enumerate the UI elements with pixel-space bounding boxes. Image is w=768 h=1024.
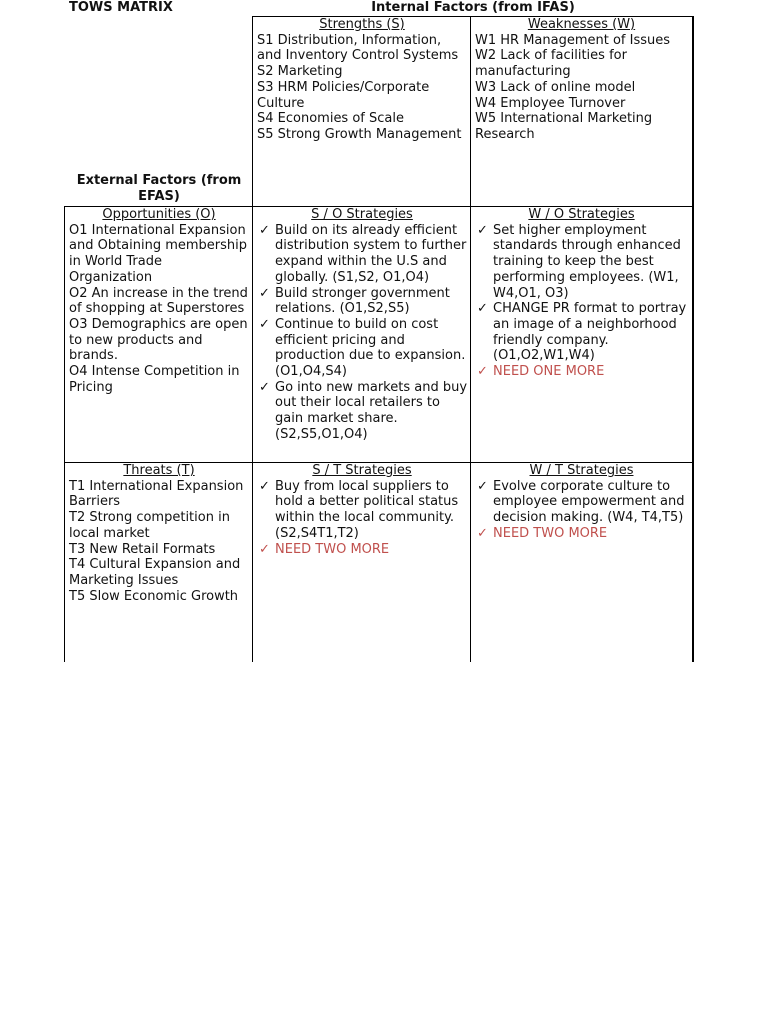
list-item: W1 HR Management of Issues (475, 32, 671, 48)
list-item: T4 Cultural Expansion and Marketing Issues (69, 557, 241, 588)
checkmark-icon: ✓ (259, 478, 270, 494)
list-item: W5 International Marketing Research (475, 111, 653, 142)
list-item (475, 301, 688, 364)
list-item (257, 380, 467, 443)
so-strategies-header: S / O Strategies (311, 207, 413, 222)
checkmark-icon: ✓ (259, 222, 270, 238)
list-item: O3 Demographics are open to new products and brands. (69, 316, 248, 364)
internal-factors-title: Internal Factors (from IFAS) (371, 0, 575, 15)
checkmark-icon: ✓ (259, 379, 270, 395)
list-item: S3 HRM Policies/Corporate Culture (257, 79, 430, 111)
todo-item (475, 364, 688, 380)
list-item (257, 479, 467, 542)
list-item: T3 New Retail Formats (69, 541, 216, 557)
checkmark-icon: ✓ (259, 541, 270, 557)
strategy-text: CHANGE PR format to portray an image of a neighborhood friendly company. (O1,O2,W1,W4) (493, 301, 687, 364)
strengths-header: Strengths (S) (319, 17, 405, 32)
list-item (475, 223, 688, 302)
todo-item (475, 526, 688, 542)
strategy-text: Build stronger government relations. (O1,S2,S5) (275, 285, 450, 317)
threats-cell (64, 462, 253, 662)
wo-strategies-header: W / O Strategies (528, 207, 635, 222)
todo-text: NEED ONE MORE (493, 364, 605, 380)
checkmark-icon: ✓ (477, 364, 488, 380)
wt-strategies-header: W / T Strategies (529, 463, 634, 478)
list-item (257, 286, 467, 317)
checkmark-icon: ✓ (477, 478, 488, 494)
list-item: W4 Employee Turnover (475, 95, 626, 111)
list-item: T2 Strong competition in local market (69, 510, 230, 541)
list-item (257, 317, 467, 380)
so-strategies-cell (252, 206, 471, 463)
checkmark-icon: ✓ (477, 222, 488, 238)
st-strategies-cell (252, 462, 471, 662)
list-item: T5 Slow Economic Growth (69, 588, 239, 604)
wt-strategies-cell (470, 462, 694, 662)
checkmark-icon: ✓ (259, 316, 270, 332)
list-item: O4 Intense Competition in Pricing (69, 364, 240, 395)
threats-header: Threats (T) (123, 463, 195, 478)
todo-text: NEED TWO MORE (275, 541, 390, 557)
list-item: W2 Lack of facilities for manufacturing (475, 48, 627, 80)
weaknesses-cell (470, 16, 694, 207)
checkmark-icon: ✓ (477, 301, 488, 317)
todo-text: NEED TWO MORE (493, 525, 608, 541)
list-item: O1 International Expansion and Obtaining membership in World Trade Organization (69, 222, 248, 285)
strategy-text: Buy from local suppliers to hold a better political status within the local community.(S2,S4T1,T2) (275, 478, 459, 541)
list-item (257, 223, 467, 286)
strategy-text: Go into new markets and buy out their local retailers to gain market share. (S2,S5,O1,O4) (275, 379, 468, 442)
todo-item (257, 542, 467, 558)
list-item: S5 Strong Growth Management (257, 126, 462, 142)
strengths-cell (252, 16, 471, 207)
st-strategies-header: S / T Strategies (312, 463, 412, 478)
document-title: TOWS MATRIX (69, 0, 173, 15)
opportunities-cell (64, 206, 253, 463)
weaknesses-header: Weaknesses (W) (527, 17, 636, 32)
opportunities-header: Opportunities (O) (102, 207, 216, 222)
external-factors-title: External Factors (from EFAS) (76, 173, 242, 204)
strategy-text: Evolve corporate culture to employee empowerment and decision making. (W4, T4,T5) (493, 478, 685, 526)
strategy-text: Continue to build on cost efficient pricing and production due to expansion. (O1,O4,S4) (275, 316, 466, 380)
list-item: S1 Distribution, Information, and Inventory Control Systems (257, 32, 459, 64)
list-item: S4 Economies of Scale (257, 111, 404, 127)
strategy-text: Set higher employment standards through enhanced training to keep the best performing employees. (W1, W4,O1, O3) (493, 222, 681, 301)
wo-strategies-cell (470, 206, 694, 463)
checkmark-icon: ✓ (477, 525, 488, 541)
strategy-text: Build on its already efficient distribution system to further expand within the U.S and globally. (S1,S2, O1,O4) (275, 222, 467, 285)
list-item: S2 Marketing (257, 64, 343, 80)
list-item: W3 Lack of online model (475, 79, 636, 95)
list-item (475, 479, 688, 526)
list-item: T1 International Expansion Barriers (69, 478, 244, 510)
list-item: O2 An increase in the trend of shopping at Superstores (69, 285, 248, 317)
checkmark-icon: ✓ (259, 285, 270, 301)
